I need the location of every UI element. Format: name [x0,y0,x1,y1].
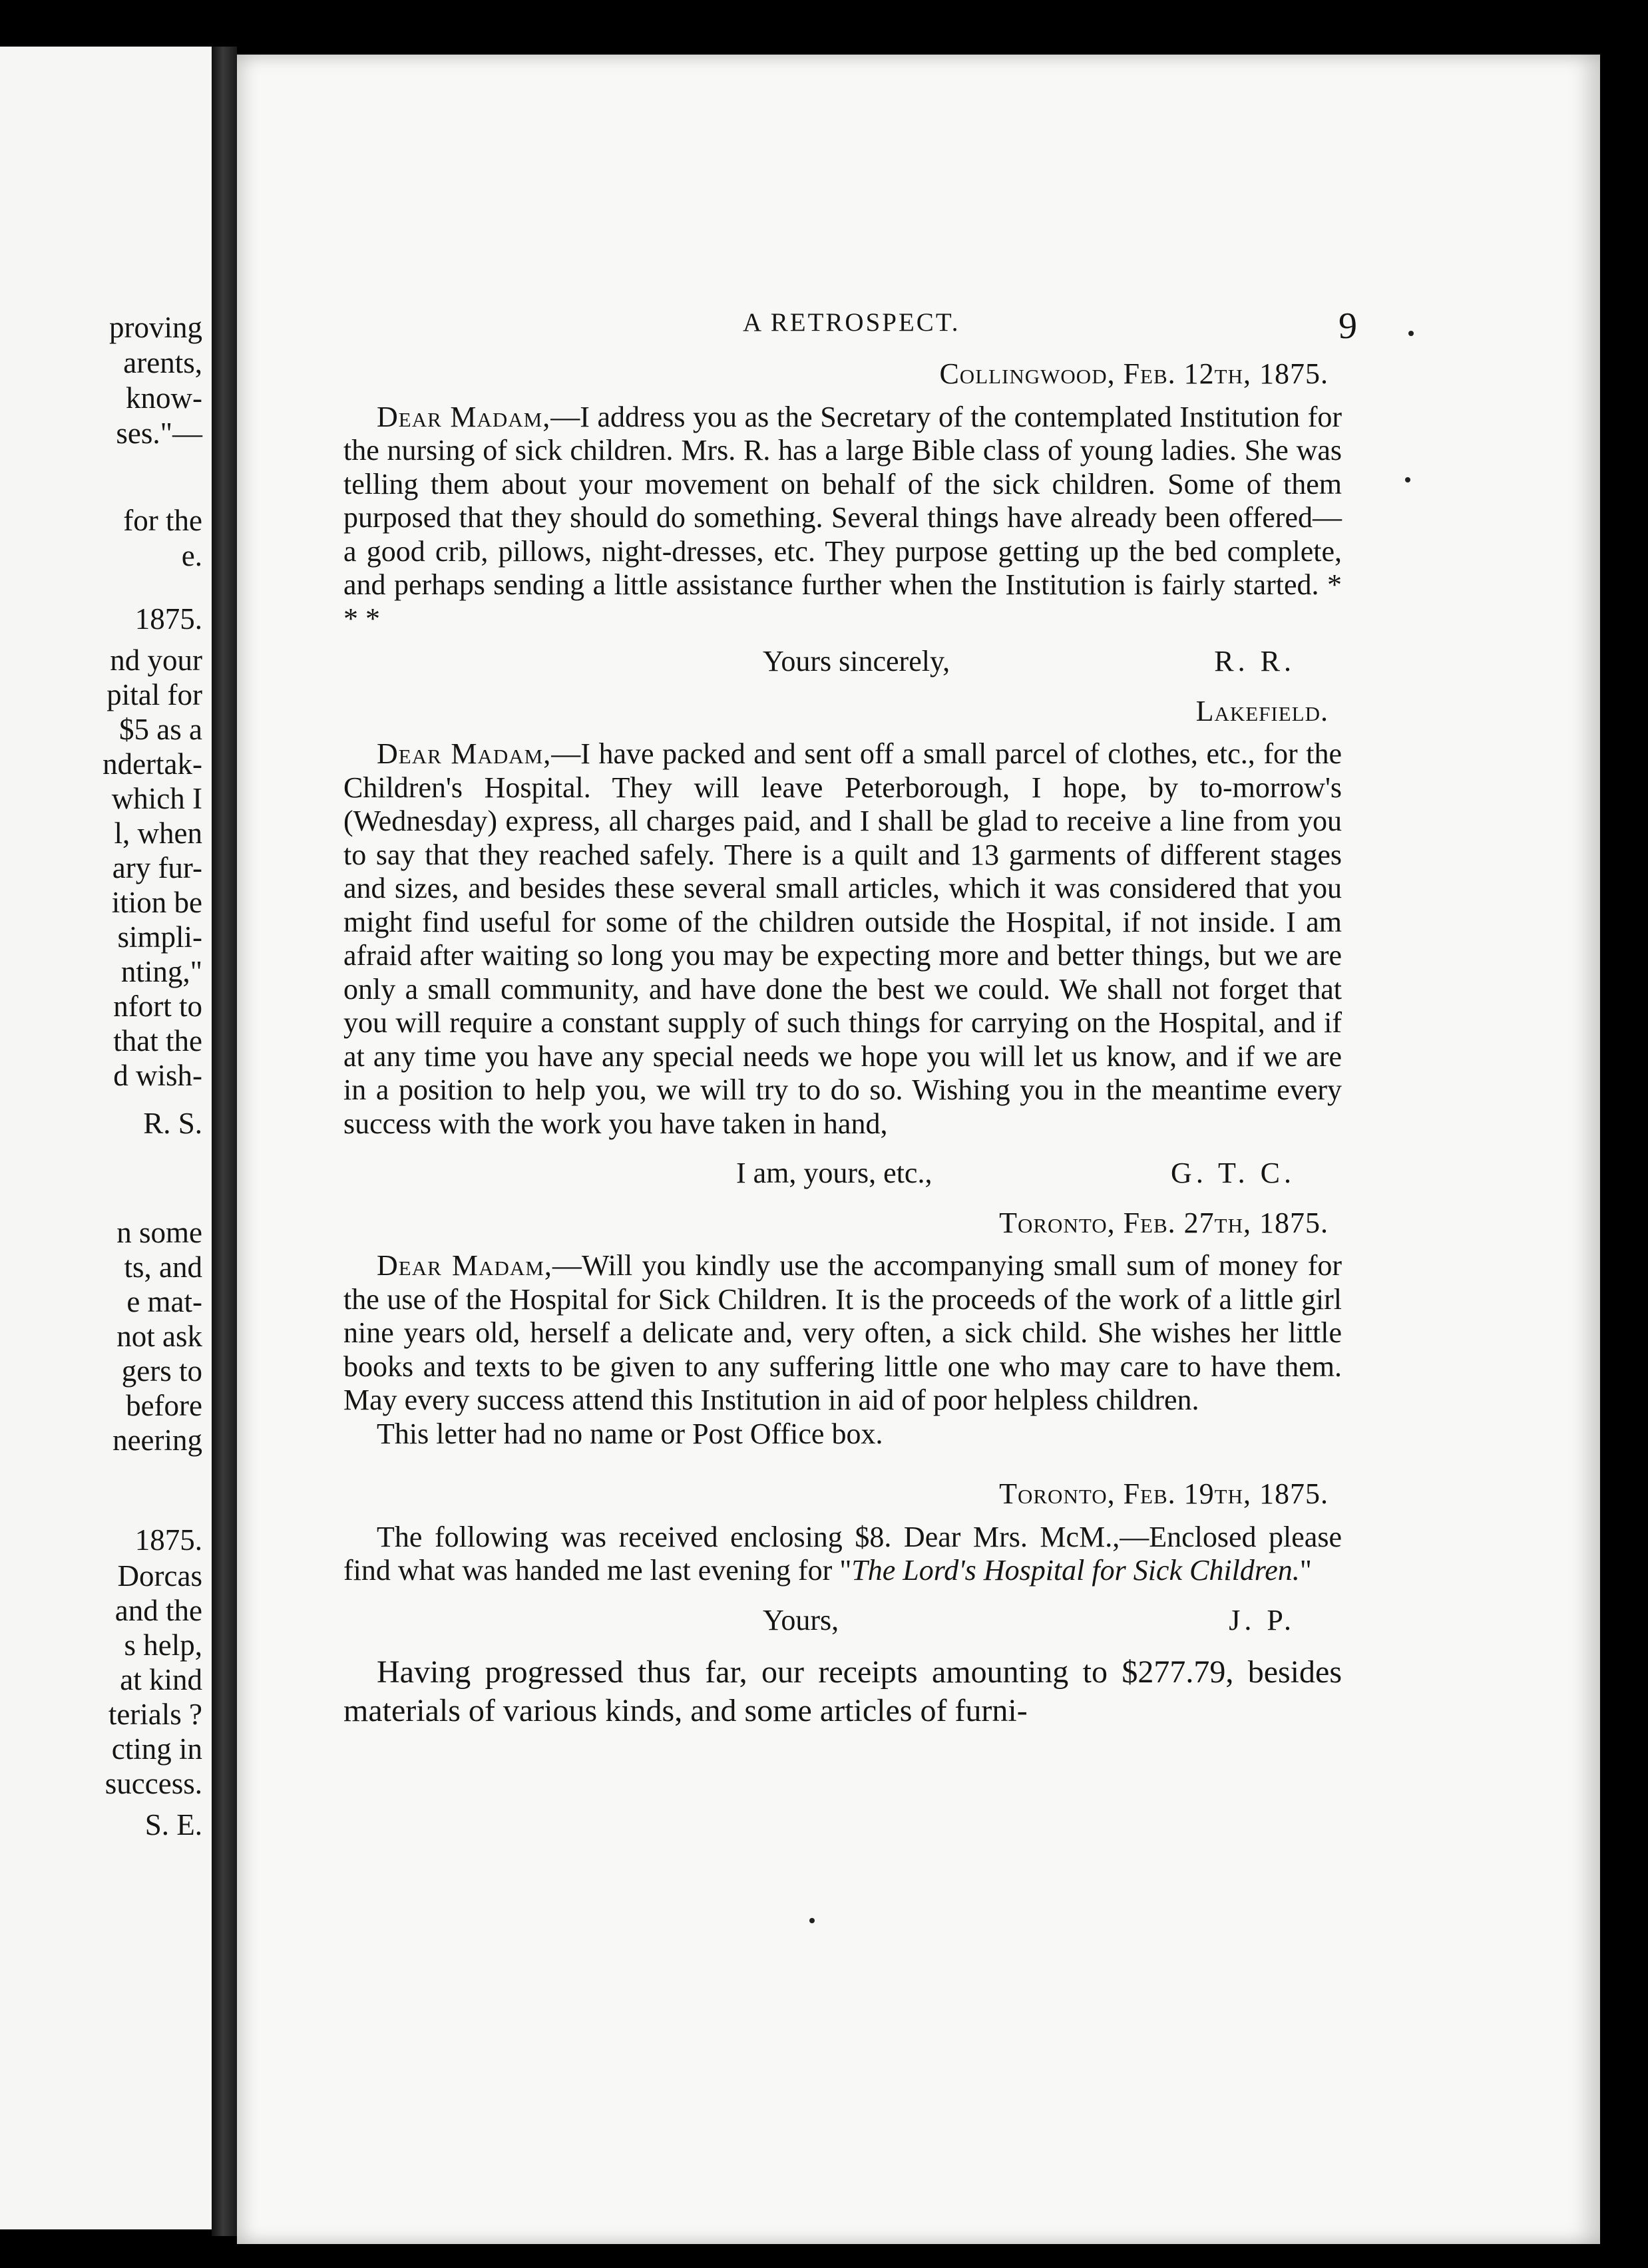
left-page-fragment: for the [123,504,202,537]
left-facing-page [0,47,212,2229]
left-page-fragment: nd your [110,644,202,677]
left-page-fragment: e. [181,539,202,572]
letter-body: —I have packed and sent off a small parcel of clothes, etc., for the Children's Hospital. They will leave Peterborough, I hope, by to-morrow's (Wednesday) express, all charges paid, and I shall be glad to receive a line from you to say that they reached safely. There is a quilt and 13 garments of different stages and sizes, and besides these several small articles, which it was considered that you might find useful for some of the children outside the Hospital, if not inside. I am afraid after waiting so long you may be expecting more and better things, but we are only a small community, and have done the best we could. We shall not forget that you will require a constant supply of such things for carrying on the Hospital, and if at any time you have any special needs we hope you will let us know, and if we are in a position to help you, we will try to do so. Wishing you in the meantime every success with the work you have taken in hand, [343,737,1342,1140]
left-page-fragment: S. E. [144,1808,202,1841]
dateline: Toronto, Feb. 27th, 1875. [999,1206,1329,1239]
speck [809,1918,815,1923]
hospital-name-italic: The Lord's Hospital for Sick Children. [851,1554,1300,1587]
left-page-fragment: ses."— [116,417,202,450]
left-page-fragment: 1875. [134,1523,202,1557]
left-page-fragment: terials ? [108,1698,202,1731]
salutation: Dear Madam, [377,1249,552,1282]
left-page-fragment: cting in [111,1732,202,1766]
left-page-fragment: nting," [120,955,202,988]
initials: J. P. [1229,1603,1295,1636]
initials: G. T. C. [1171,1157,1295,1189]
letter-body: The following was received enclosing $8. Dear Mrs. McM.,—Enclosed please find what was handed me last evening for " [343,1520,1342,1587]
letter-paragraph [343,1249,1342,1418]
dateline: Lakefield. [1195,694,1329,727]
dateline: Collingwood, Feb. 12th, 1875. [939,357,1329,390]
page-text [343,357,1342,1730]
left-page-fragment: s help, [124,1628,202,1662]
closing: I am, yours, etc., [736,1157,932,1189]
signature-line [343,1157,1342,1191]
closing: Yours sincerely, [763,645,950,677]
left-page-fragment: e mat- [126,1285,202,1318]
left-page-fragment: l, when [114,817,202,850]
letter-body-end: " [1299,1554,1312,1587]
book-page [237,55,1600,2244]
left-page-fragment: neering [112,1423,202,1457]
left-page-fragment: R. S. [143,1107,202,1140]
left-page-fragment: proving [109,311,202,344]
dateline: Toronto, Feb. 19th, 1875. [999,1477,1329,1510]
left-page-fragment: $5 as a [119,713,202,746]
left-page-fragment: Dorcas [117,1559,202,1593]
left-page-fragment: ition be [111,886,202,919]
running-head: A RETROSPECT. [743,308,960,337]
closing: Yours, [763,1603,839,1636]
letter-paragraph [343,401,1342,636]
signature-line [343,1604,1342,1638]
left-page-fragment: and the [114,1594,202,1627]
closing-paragraph: Having progressed thus far, our receipts amounting to $277.79, besides materials of various kinds, and some articles of furni- [343,1654,1342,1728]
letter-paragraph [343,1521,1342,1588]
left-page-fragment: that the [113,1024,202,1057]
left-page-fragment: which I [111,782,202,815]
letter-note: This letter had no name or Post Office box. [377,1417,883,1450]
salutation: Dear Madam, [377,400,551,433]
left-page-fragment: at kind [120,1663,202,1696]
left-page-fragment: d wish- [113,1059,202,1092]
left-page-fragment: success. [104,1767,202,1800]
left-page-fragment: n some [116,1216,202,1249]
left-page-fragment: ndertak- [103,747,202,781]
letter-body: —I address you as the Secretary of the contemplated Institution for the nursing of sick children. Mrs. R. has a large Bible class of young ladies. She was telling them about your movement on behalf of the sick children. Some of them purposed that they should do something. Several things have already been offered—a good crib, pillows, night-dresses, etc. They purpose getting up the bed complete, and perhaps sending a little assistance further when the Institution is fairly started. * * * [343,400,1342,635]
left-page-fragment: gers to [121,1354,202,1388]
left-page-fragment: 1875. [134,602,202,636]
left-page-fragment: not ask [116,1320,202,1353]
left-page-fragment: simpli- [117,920,202,954]
letter-paragraph [343,737,1342,1141]
speck [1408,331,1414,336]
page-number: 9 [1339,305,1357,347]
book-gutter [212,47,237,2236]
letter-body: —Will you kindly use the accompanying small sum of money for the use of the Hospital for Sick Children. It is the proceeds of the work of a little girl nine years old, herself a delicate and, very often, a sick child. She wishes her little books and texts to be given to any suffering little one who may care to have them. May every success attend this Institution in aid of poor helpless children. [343,1249,1342,1416]
left-page-fragment: nfort to [113,990,202,1023]
left-page-fragment: pital for [106,678,202,711]
left-page-fragment: ary fur- [112,851,202,884]
left-page-fragment: before [126,1389,202,1422]
initials: R. R. [1214,645,1295,677]
salutation: Dear Madam, [377,737,552,770]
left-page-fragment: ts, and [124,1250,202,1284]
speck [1405,477,1410,482]
left-page-fragment: arents, [123,346,202,379]
signature-line [343,645,1342,679]
left-page-fragment: know- [126,381,202,415]
